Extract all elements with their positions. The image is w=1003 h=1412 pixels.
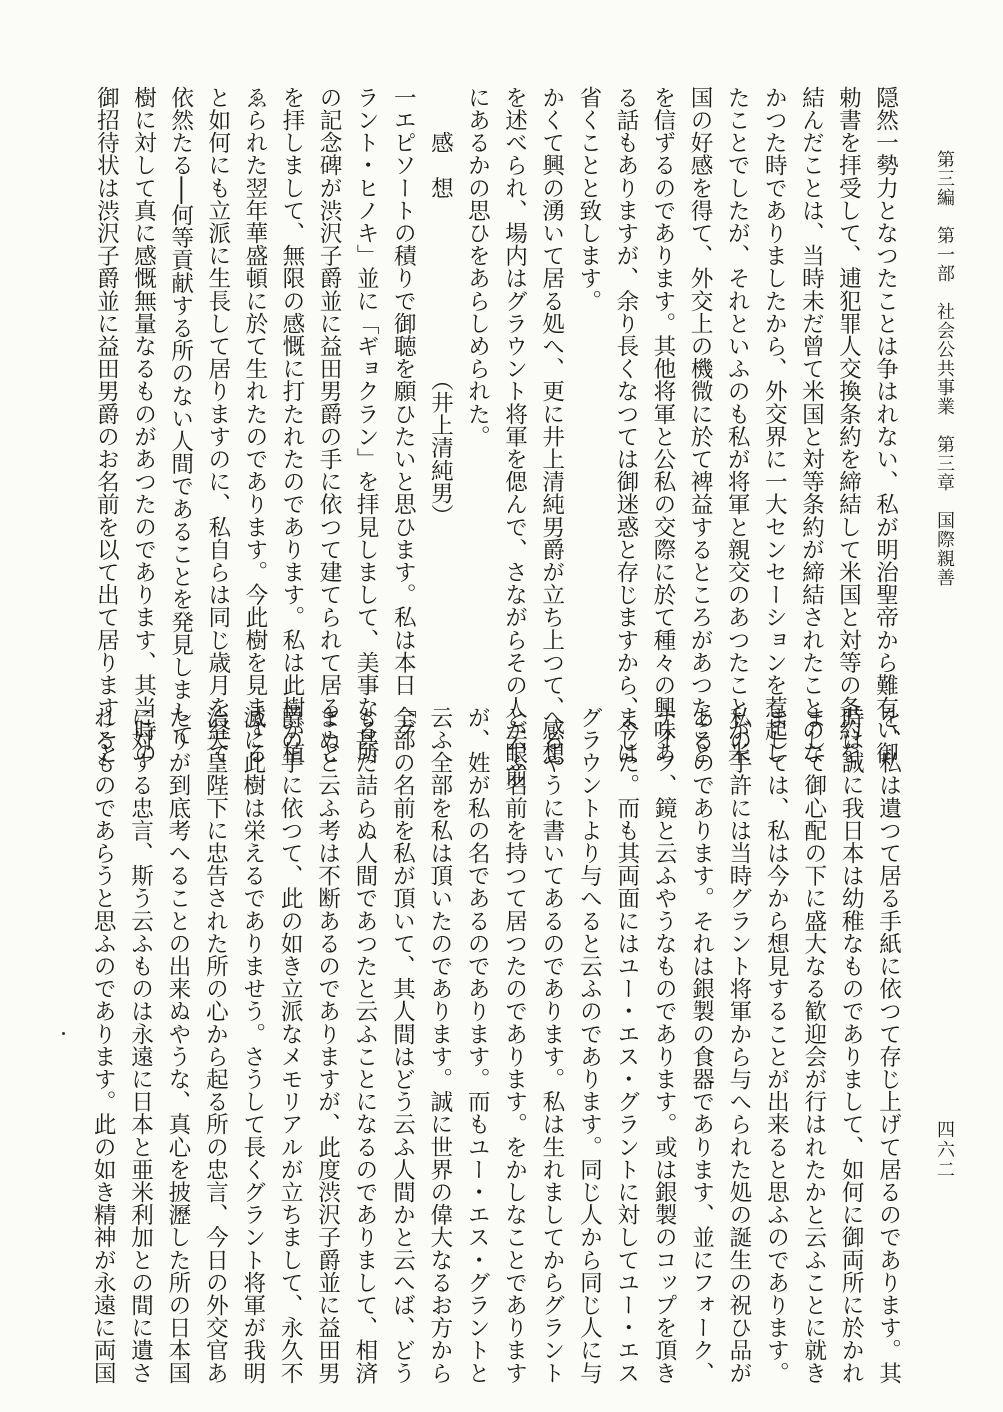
- lower-block-column: グラウントより与へると云ふのであります。同じ人から同じ人に与: [576, 706, 603, 1384]
- running-header: 第三編 第一部 社会公共事業 第三章 国際親善: [934, 150, 955, 587]
- lower-block-column: が、姓が私の名であるのであります。而もユー・エス・グラントと: [464, 706, 491, 1384]
- upper-block-column: ゑられた翌年華盛頓に於て生れたのであります。今此樹を見まする: [241, 86, 268, 764]
- upper-block-column: かくて興の湧いて居る処へ、更に井上清純男爵が立ち上つて、感想: [538, 86, 565, 764]
- upper-block-column: を信ずるのであります。其他将軍と公私の交際に於て種々の興味あ: [649, 86, 676, 764]
- lower-block-column: 治天皇陛下に忠告された所の心から起る所の忠言、今日の外交官あ: [202, 706, 229, 1384]
- page-number: 四六二: [934, 1120, 955, 1180]
- upper-block-column: かつた時でありましたから、外交界に一大センセーションを惹起し: [761, 86, 788, 764]
- lower-block-column: と云ふ名前を持つて居つたのであります。をかしなことであります: [501, 706, 528, 1384]
- upper-block-column: にあるかの思ひをあらしめられた。: [464, 86, 491, 448]
- upper-block-column: 結んだことは、当時未だ曾て米国と対等条約が締結されたことのな: [798, 86, 825, 764]
- upper-block-column: 依然たる──何等貢献する所のない人間であることを発見しまして: [167, 86, 194, 747]
- lower-block-column: 全部の名前を私が頂いて、其人間はどう云ふ人間かと云へば、どう: [389, 706, 416, 1384]
- lower-block-column: まぬと云ふ考は不断あるのでありますが、此度渋沢子爵並に益田男: [314, 706, 341, 1384]
- lower-block-column: へるやうに書いてあるのであります。私は生れましてからグラント: [538, 706, 565, 1384]
- lower-block-column: を、私は遺つて居る手紙に依つて存じ上げて居るのであります。其: [875, 706, 902, 1384]
- lower-block-column: たりが到底考へることの出来ぬやうな、真心を披瀝した所の日本国: [164, 706, 191, 1384]
- upper-block-column: 隠然一勢力となつたことは争はれない、私が明治聖帝から難有い御: [872, 86, 899, 764]
- lower-block-column: ましては、私は今から想見することが出来ると思ふのであります。: [763, 706, 790, 1384]
- lower-block-column: 時は誠に我日本は幼稚なものでありまして、如何に御両所に於かれ: [838, 706, 865, 1384]
- lower-block-column: ナイフ、鏡と云ふやうなものであります。或は銀製のコップを頂き: [651, 706, 678, 1384]
- stray-mark: [62, 1032, 65, 1035]
- lower-block-column: 滅に此樹は栄えるでありませう。さうして長くグラント将軍が我明: [239, 706, 266, 1384]
- lower-block-column: 云ふ全部を私は頂いたのであります。誠に世界の偉大なるお方から: [426, 706, 453, 1384]
- upper-block-column: を拝しまして、無限の感慨に打たれたのであります。私は此樹が植: [278, 86, 305, 764]
- lower-block-column: 爵の手に依つて、此の如き立派なメモリアルが立ちまして、永久不: [277, 706, 304, 1384]
- upper-block-column: と如何にも立派に生長して居りますのに、私自らは同じ歳月を経て: [204, 86, 231, 764]
- upper-block-column: 勅書を拝受して、逋犯罪人交換条約を締結して米国と対等の条約を: [835, 86, 862, 764]
- upper-block-column: を述べられ、場内はグラウント将軍を偲んで、さながらその人が眼前: [501, 86, 528, 787]
- lower-block-column: も甚だ詰らぬ人間であつたと云ふことになるのでありまして、相済: [351, 706, 378, 1384]
- upper-block-column: の記念碑が渋沢子爵並に益田男爵の手に依つて建てられて居ること: [316, 86, 343, 764]
- upper-block-column: る話もありますが、余り長くなつては御迷惑と存じますから、今は: [612, 86, 639, 764]
- lower-block-column: に対する忠言、斯う云ふものは永遠に日本と亜米利加との間に遺さ: [127, 706, 154, 1384]
- lower-block-column: 私の手許には当時グラント将軍から与へられた処の誕生の祝ひ品が: [725, 706, 752, 1384]
- upper-block-column: ラント・ヒノキ」並に「ギョクラン」を拝見しまして、美事なる所: [353, 86, 380, 764]
- lower-block-column: れるものであらうと思ふのであります。此の如き精神が永遠に両国: [90, 706, 117, 1384]
- upper-block-column: 樹に対して真に感慨無量なるものがあつたのであります、其当時の: [130, 86, 157, 764]
- lower-block-column: ました。而も其両面にはユー・エス・グラントに対してユー・エス: [613, 706, 640, 1384]
- upper-block-column: 一エピソートの積りで御聴を願ひたいと思ひます。私は本日「グ: [390, 86, 417, 742]
- upper-block-column: 感 想 （井上清純男）: [427, 86, 454, 527]
- lower-block-column: あるのであります。それは銀製の食器であります、並にフォーク、: [688, 706, 715, 1384]
- lower-block-column: まして御心配の下に盛大なる歓迎会が行はれたかと云ふことに就き: [800, 706, 827, 1384]
- upper-block-column: 御招待状は渋沢子爵並に益田男爵のお名前を以て出て居りますこと: [93, 86, 120, 764]
- upper-block-column: 国の好感を得て、外交上の機微に於て裨益するところがあつたこと: [687, 86, 714, 764]
- upper-block-column: 省くことと致します。: [575, 86, 602, 312]
- upper-block-column: たことでしたが、それといふのも私が将軍と親交のあつたことが米: [724, 86, 751, 764]
